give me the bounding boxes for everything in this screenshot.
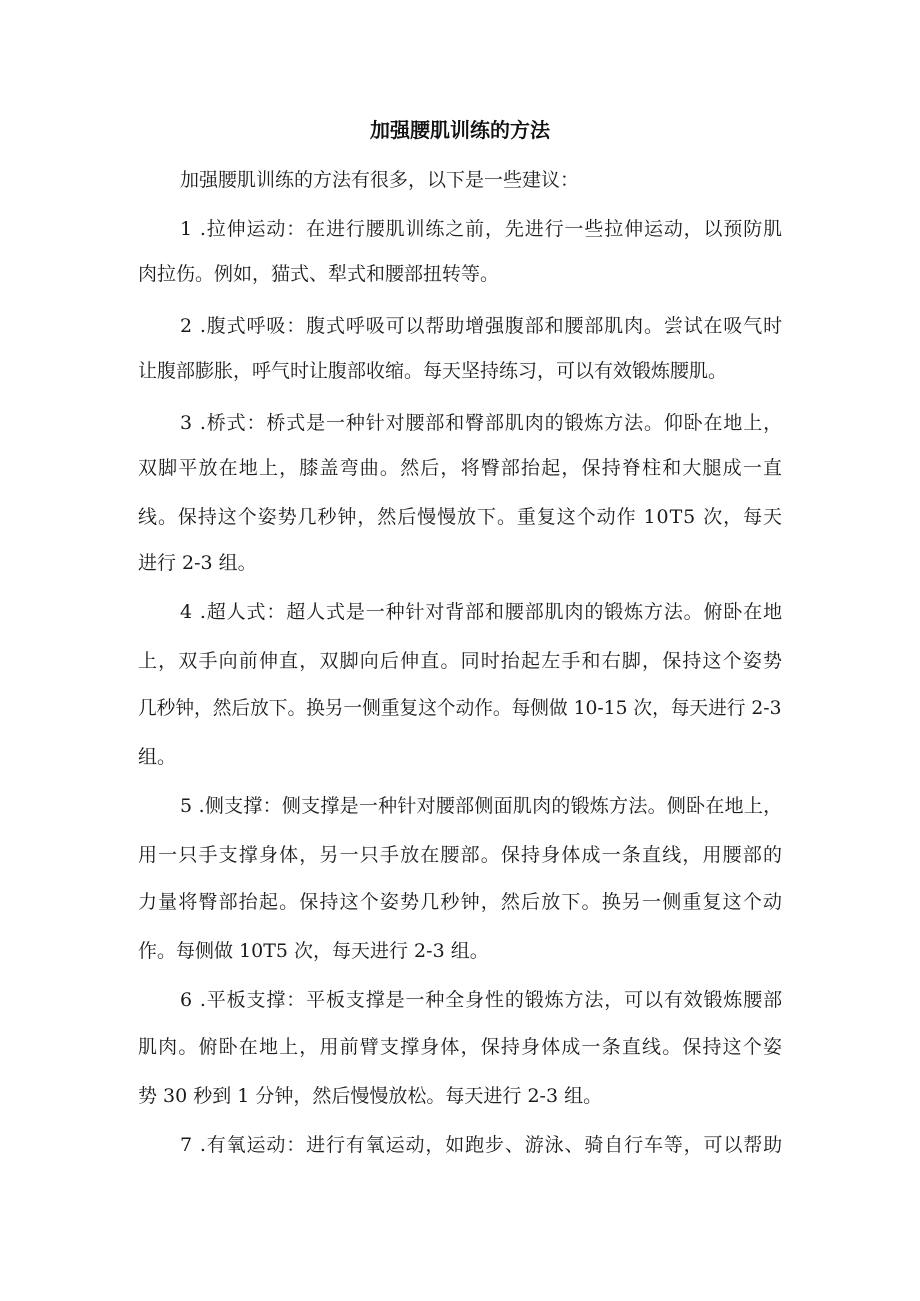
item-6-line-2: 肌肉。俯卧在地上，用前臂支撑身体，保持身体成一条直线。保持这个姿 [138,1036,784,1058]
item-5-line-3: 力量将臀部抬起。保持这个姿势几秒钟，然后放下。换另一侧重复这个动 [138,891,784,913]
item-2-line-1: 2 .腹式呼吸：腹式呼吸可以帮助增强腹部和腰部肌肉。尝试在吸气时 [180,315,784,337]
item-4-line-4: 组。 [138,746,177,768]
item-1-line-2: 肉拉伤。例如，猫式、犁式和腰部扭转等。 [138,263,500,285]
item-3-line-3: 线。保持这个姿势几秒钟，然后慢慢放下。重复这个动作 10T5 次，每天 [138,506,783,528]
item-3-line-1: 3 .桥式：桥式是一种针对腰部和臀部肌肉的锻炼方法。仰卧在地上， [180,412,784,434]
item-5-line-4: 作。每侧做 10T5 次，每天进行 2-3 组。 [138,940,489,962]
item-4-line-3: 几秒钟，然后放下。换另一侧重复这个动作。每侧做 10-15 次，每天进行 2-3 [138,697,782,719]
item-1-line-1: 1 .拉伸运动：在进行腰肌训练之前，先进行一些拉伸运动，以预防肌 [180,218,784,240]
item-5-line-1: 5 .侧支撑：侧支撑是一种针对腰部侧面肌肉的锻炼方法。侧卧在地上， [180,795,783,817]
item-2-line-2: 让腹部膨胀，呼气时让腹部收缩。每天坚持练习，可以有效锻炼腰肌。 [138,360,728,382]
item-5-line-2: 用一只手支撑身体，另一只手放在腰部。保持身体成一条直线，用腰部的 [138,844,784,866]
item-7-line-1: 7 .有氧运动：进行有氧运动，如跑步、游泳、骑自行车等，可以帮助 [180,1134,784,1156]
item-3-line-2: 双脚平放在地上，膝盖弯曲。然后，将臀部抬起，保持脊柱和大腿成一直 [138,457,784,479]
item-6-line-1: 6 .平板支撑：平板支撑是一种全身性的锻炼方法，可以有效锻炼腰部 [180,989,784,1011]
intro-paragraph: 加强腰肌训练的方法有很多，以下是一些建议： [180,169,580,191]
document-title: 加强腰肌训练的方法 [370,118,550,142]
item-3-line-4: 进行 2-3 组。 [138,552,257,574]
item-4-line-2: 上，双手向前伸直，双脚向后伸直。同时抬起左手和右脚，保持这个姿势 [138,650,784,672]
item-4-line-1: 4 .超人式：超人式是一种针对背部和腰部肌肉的锻炼方法。俯卧在地 [180,601,784,623]
item-6-line-3: 势 30 秒到 1 分钟，然后慢慢放松。每天进行 2-3 组。 [138,1085,603,1107]
